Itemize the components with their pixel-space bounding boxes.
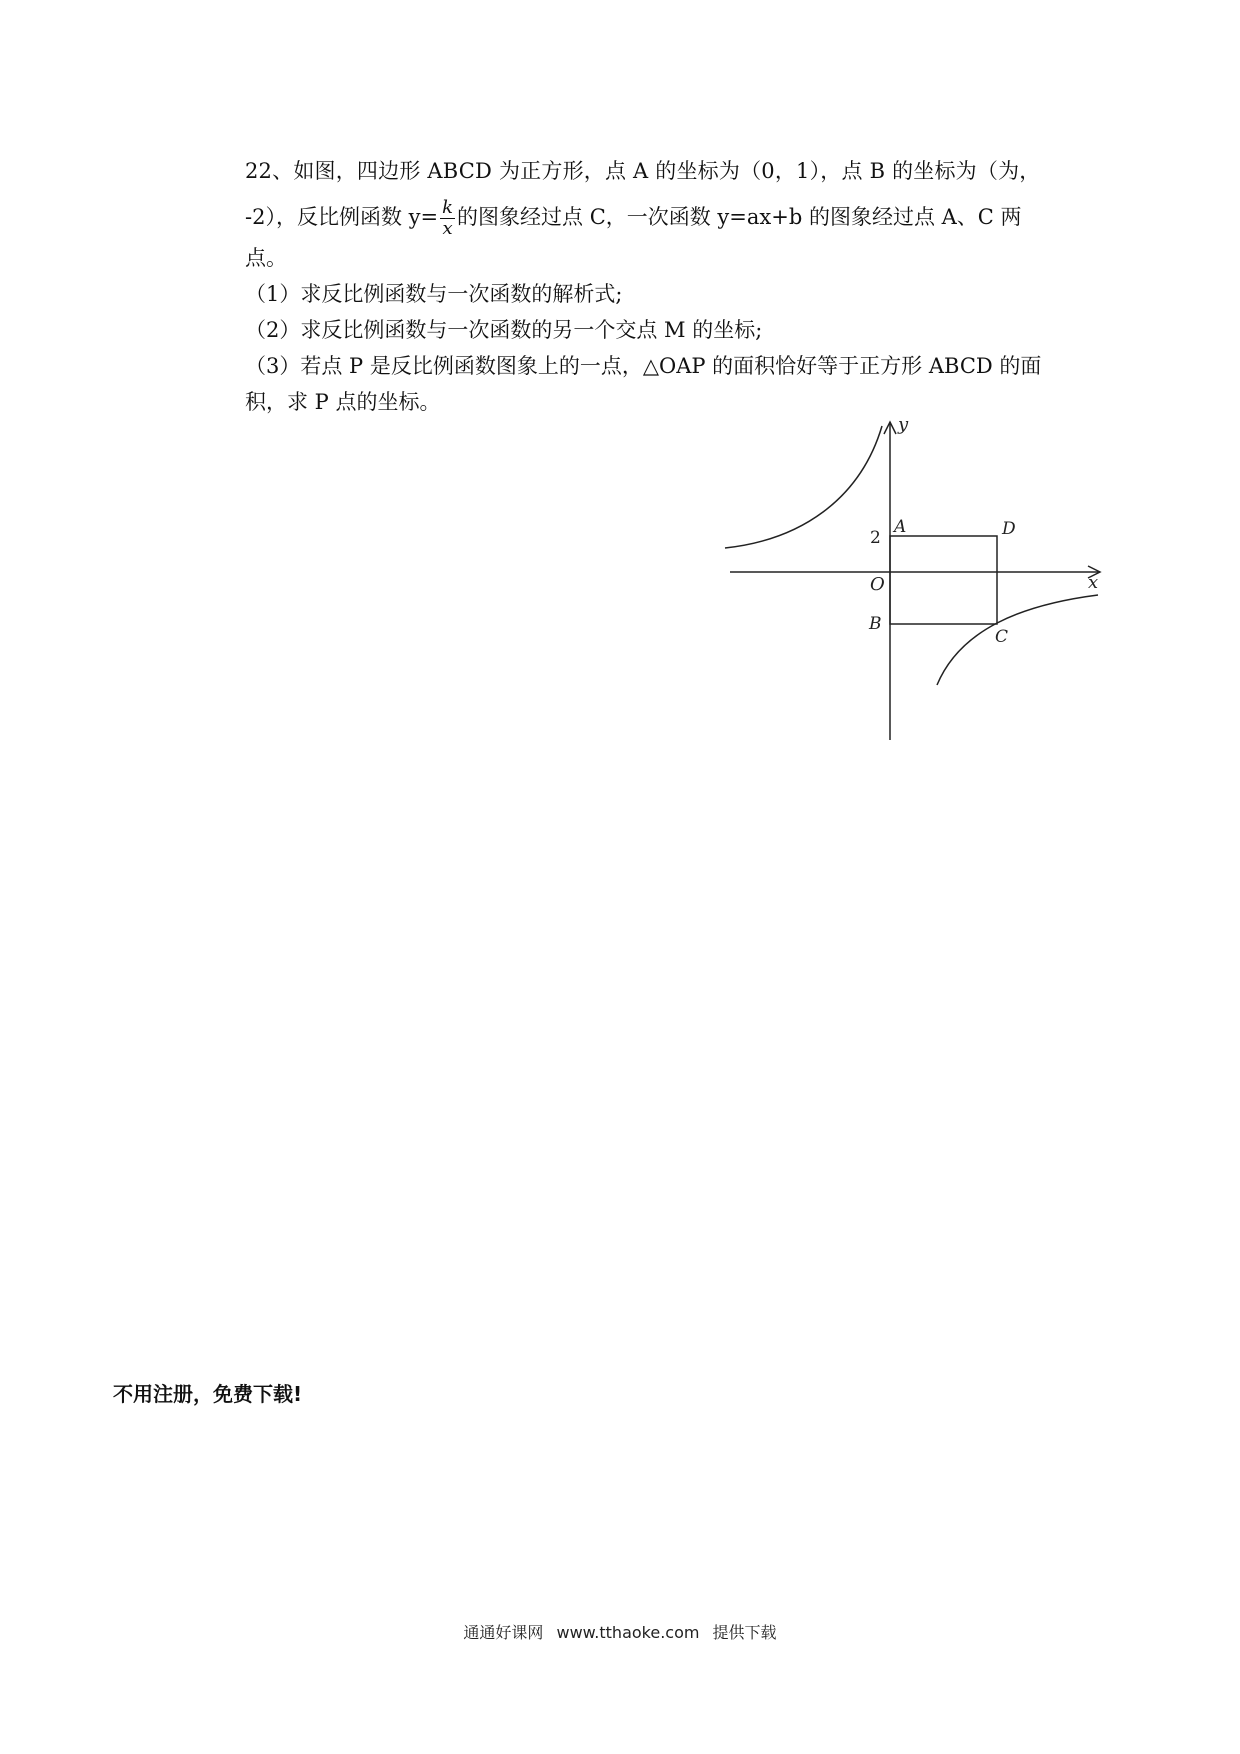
- label-y: y: [898, 414, 909, 435]
- label-tick-2: 2: [870, 528, 881, 548]
- fraction-k-over-x: [440, 198, 455, 239]
- question-3-line-2: 积，求 P 点的坐标。: [245, 390, 441, 414]
- fraction-numerator: k: [442, 197, 454, 218]
- label-x: x: [1088, 572, 1099, 593]
- figure-svg: [720, 410, 1120, 750]
- problem-line-2: [245, 194, 1135, 240]
- problem-text: [245, 148, 1135, 420]
- problem-line-1: 22、如图，四边形 ABCD 为正方形，点 A 的坐标为（0，1），点 B 的坐标为（为，: [245, 159, 1041, 183]
- question-3-line-1: （3）若点 P 是反比例函数图象上的一点，△OAP 的面积恰好等于正方形 ABCD 的面: [245, 354, 1042, 378]
- problem-line-2-end: 的图象经过点 C，一次函数 y=ax+b 的图象经过点 A、C 两: [457, 205, 1022, 229]
- question-1: （1）求反比例函数与一次函数的解析式;: [245, 282, 623, 306]
- label-point-c: C: [995, 627, 1009, 647]
- problem-line-2-start: -2），反比例函数 y=: [245, 205, 439, 229]
- hyperbola-branch-upper-left: [725, 426, 882, 548]
- hyperbola-branch-lower-right: [937, 595, 1098, 685]
- square-abcd: [890, 536, 997, 624]
- question-2: （2）求反比例函数与一次函数的另一个交点 M 的坐标;: [245, 318, 763, 342]
- promo-text: 不用注册，免费下载!: [113, 1382, 303, 1406]
- label-origin: O: [870, 574, 885, 595]
- label-point-b: B: [869, 614, 882, 634]
- fraction-denominator: x: [442, 218, 453, 239]
- footer-text: 通通好课网 www.tthaoke.com 提供下载: [463, 1623, 777, 1642]
- problem-line-3: 点。: [245, 246, 287, 270]
- label-point-d: D: [1002, 519, 1016, 539]
- coordinate-figure: [720, 410, 1120, 750]
- label-point-a: A: [894, 517, 907, 537]
